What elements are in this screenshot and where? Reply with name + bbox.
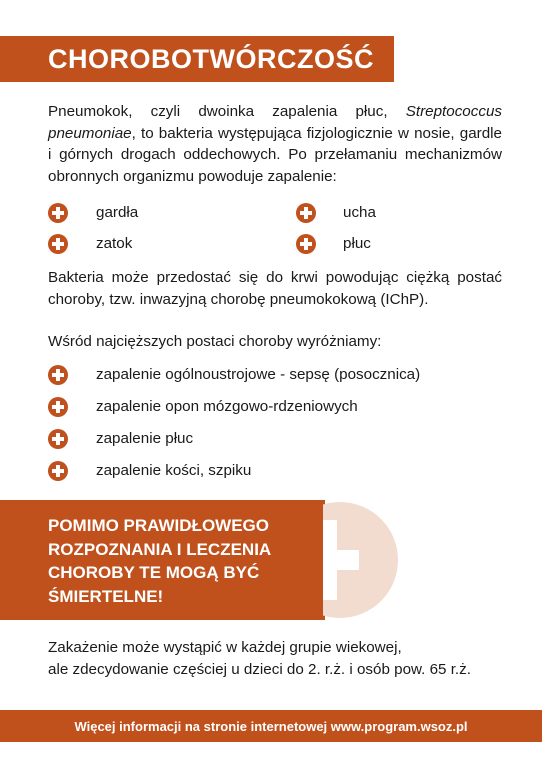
- outro-line: Zakażenie może wystąpić w każdej grupie wiekowej,: [48, 639, 402, 656]
- plus-icon: [48, 461, 68, 481]
- page-title: CHOROBOTWÓRCZOŚĆ: [0, 36, 394, 82]
- severe-heading: Wśród najcięższych postaci choroby wyróżniamy:: [48, 333, 382, 350]
- site-item: ucha: [343, 204, 376, 221]
- plus-icon: [48, 397, 68, 417]
- site-item: zatok: [96, 235, 133, 252]
- warning-line: POMIMO PRAWIDŁOWEGO: [48, 516, 269, 535]
- plus-icon: [48, 429, 68, 449]
- outro-paragraph: [48, 637, 518, 680]
- intro-paragraph: [48, 101, 502, 187]
- plus-icon: [48, 365, 68, 385]
- intro-text-2: , to bakteria występująca fizjologicznie w nosie, gardle i górnych drogach oddechowych. Po przełamaniu mechanizmów obronnych organizmu powoduje zapalenie:: [48, 124, 502, 185]
- severe-form-item: zapalenie opon mózgowo-rdzeniowych: [96, 398, 358, 415]
- outro-line: ale zdecydowanie częściej u dzieci do 2. r.ż. i osób pow. 65 r.ż.: [48, 660, 471, 678]
- plus-icon: [296, 234, 316, 254]
- plus-icon: [48, 234, 68, 254]
- warning-line: ROZPOZNANIA I LECZENIA: [48, 539, 272, 559]
- site-item: płuc: [343, 235, 371, 252]
- plus-icon: [48, 203, 68, 223]
- site-item: gardła: [96, 204, 139, 221]
- warning-line: ŚMIERTELNE!: [48, 586, 164, 606]
- plus-icon: [296, 203, 316, 223]
- warning-text: [48, 514, 338, 608]
- severe-form-item: zapalenie płuc: [96, 430, 194, 447]
- footer-bar: [0, 710, 542, 742]
- species-name: Streptococcus pneumoniae: [48, 103, 502, 142]
- blood-paragraph: Bakteria może przedostać się do krwi powodując ciężką postać choroby, tzw. inwazyjną chorobę pneumokokową (IChP).: [48, 269, 502, 308]
- severe-form-item: zapalenie kości, szpiku: [96, 462, 252, 479]
- warning-line: CHOROBY TE MOGĄ BYĆ: [48, 563, 260, 582]
- intro-text-1: Pneumokok, czyli dwoinka zapalenia płuc,: [48, 103, 406, 120]
- footer-link-text: Więcej informacji na stronie internetowej www.program.wsoz.pl: [74, 718, 468, 734]
- severe-form-item: zapalenie ogólnoustrojowe - sepsę (posocznica): [96, 366, 421, 383]
